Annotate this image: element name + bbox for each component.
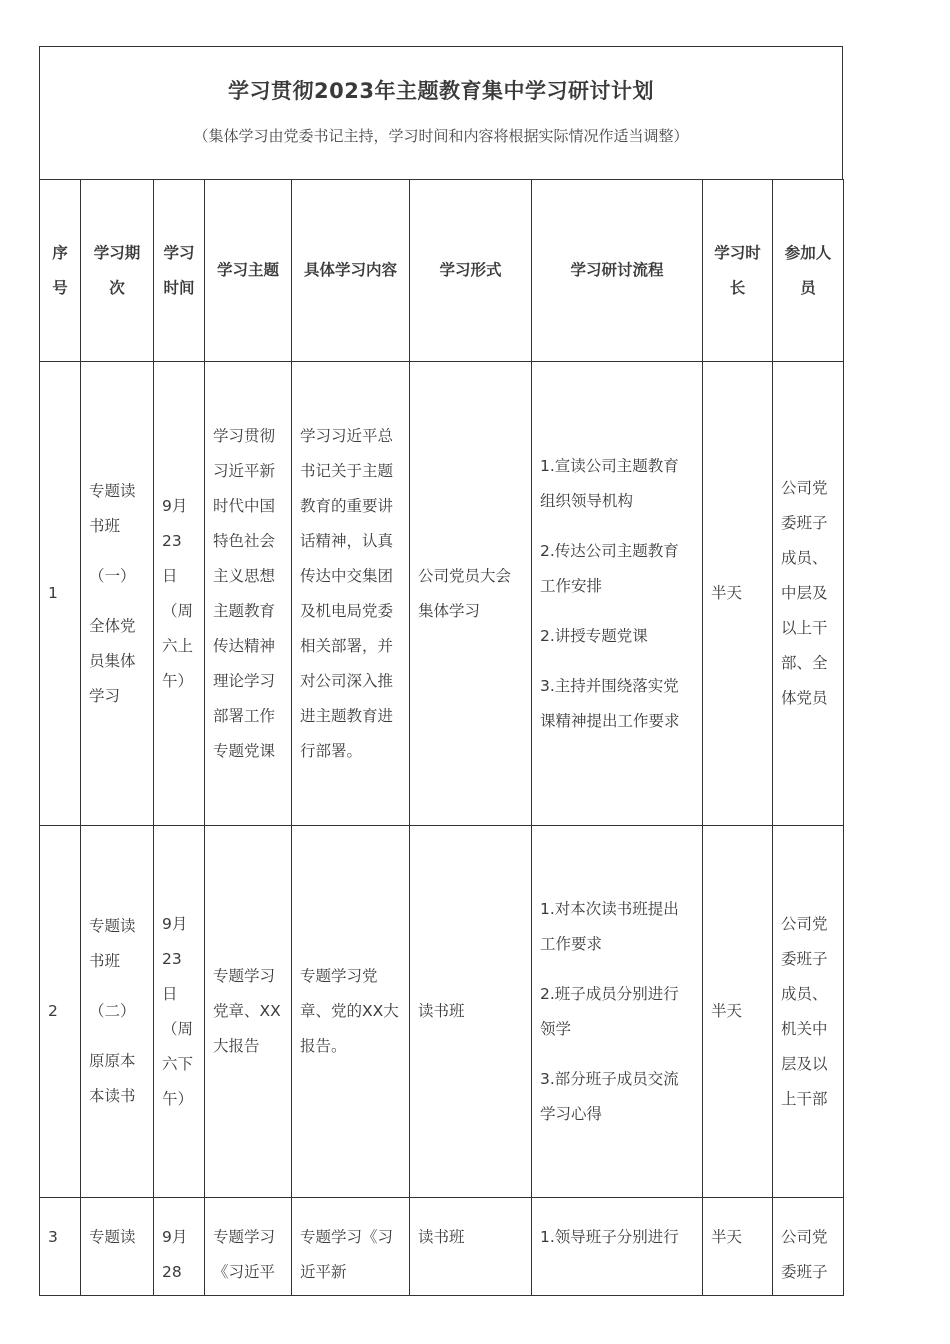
period-line: （一） (89, 566, 136, 585)
cell-time: 9月23日（周六上午） (154, 362, 205, 826)
flow-step: 3.部分班子成员交流学习心得 (540, 1069, 679, 1123)
page-title: 学习贯彻2023年主题教育集中学习研讨计划 (228, 79, 654, 103)
study-plan-table (39, 179, 844, 1296)
cell-time: 9月23日（周六下午） (154, 826, 205, 1198)
plan-document (39, 46, 843, 1296)
cell-people: 公司党委班子成员、中层及以上干部、全体党员 (773, 362, 844, 826)
cell-no: 1 (40, 362, 81, 826)
flow-step: 2.班子成员分别进行领学 (540, 984, 679, 1038)
header-cell-flow: 学习研讨流程 (532, 180, 703, 362)
header-cell-period: 学习期次 (81, 180, 154, 362)
flow-step: 1.领导班子分别进行 (540, 1228, 679, 1246)
title-block (39, 46, 843, 179)
period-line: 专题读书班 (89, 481, 136, 535)
cell-flow (532, 826, 703, 1198)
header-cell-duration: 学习时长 (703, 180, 773, 362)
period-line: 原原本本读书 (89, 1052, 136, 1105)
flow-step: 2.讲授专题党课 (540, 626, 648, 645)
period-line: （二） (89, 1002, 136, 1020)
cell-period (81, 826, 154, 1198)
header-cell-no: 序号 (40, 180, 81, 362)
cell-content: 专题学习党章、党的XX大报告。 (292, 826, 410, 1198)
cell-form: 读书班 (410, 826, 532, 1198)
period-line: 专题读书班 (89, 917, 136, 970)
cell-content: 专题学习《习近平新 (292, 1198, 410, 1296)
cell-theme: 专题学习《习近平 (205, 1198, 292, 1296)
cell-duration: 半天 (703, 826, 773, 1198)
header-cell-content: 具体学习内容 (292, 180, 410, 362)
cell-form: 公司党员大会集体学习 (410, 362, 532, 826)
page-subtitle: （集体学习由党委书记主持，学习时间和内容将根据实际情况作适当调整） (193, 127, 689, 145)
cell-duration: 半天 (703, 362, 773, 826)
period-line: 全体党员集体学习 (89, 616, 136, 705)
cell-duration: 半天 (703, 1198, 773, 1296)
cell-people: 公司党委班子成员、机关中层及以上干部 (773, 826, 844, 1198)
flow-step: 1.对本次读书班提出工作要求 (540, 899, 679, 953)
cell-people: 公司党委班子 (773, 1198, 844, 1296)
table-header-row (40, 180, 844, 362)
cell-no: 3 (40, 1198, 81, 1296)
cell-flow (532, 362, 703, 826)
table-row (40, 826, 844, 1198)
header-cell-time: 学习时间 (154, 180, 205, 362)
cell-period (81, 1198, 154, 1296)
header-cell-form: 学习形式 (410, 180, 532, 362)
cell-form: 读书班 (410, 1198, 532, 1296)
cell-theme: 专题学习党章、XX大报告 (205, 826, 292, 1198)
header-cell-theme: 学习主题 (205, 180, 292, 362)
cell-time: 9月28 (154, 1198, 205, 1296)
cell-content: 学习习近平总书记关于主题教育的重要讲话精神，认真传达中交集团及机电局党委相关部署，并对公司深入推进主题教育进行部署。 (292, 362, 410, 826)
flow-step: 3.主持并围绕落实党课精神提出工作要求 (540, 676, 680, 730)
table-row (40, 362, 844, 826)
period-line: 专题读 (89, 1228, 136, 1246)
cell-no: 2 (40, 826, 81, 1198)
flow-step: 1.宣读公司主题教育组织领导机构 (540, 456, 679, 510)
header-cell-people: 参加人员 (773, 180, 844, 362)
cell-theme: 学习贯彻习近平新时代中国特色社会主义思想主题教育传达精神理论学习部署工作专题党课 (205, 362, 292, 826)
cell-flow (532, 1198, 703, 1296)
cell-period (81, 362, 154, 826)
table-row (40, 1198, 844, 1296)
flow-step: 2.传达公司主题教育工作安排 (540, 541, 679, 595)
